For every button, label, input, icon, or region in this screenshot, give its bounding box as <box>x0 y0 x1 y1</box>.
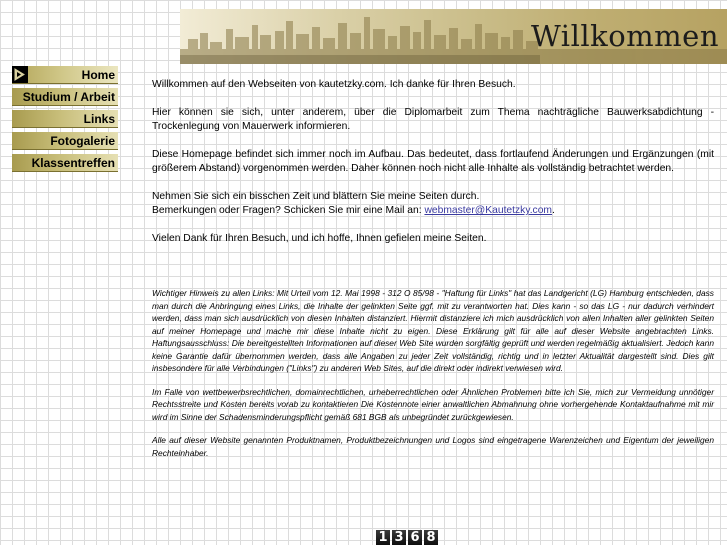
nav-item-label: Links <box>83 112 115 126</box>
counter-digit: 3 <box>392 530 406 545</box>
nav-item-home[interactable] <box>12 66 118 84</box>
nav-item-fotogalerie[interactable] <box>12 132 118 150</box>
email-link[interactable]: webmaster@Kautetzky.com <box>424 205 553 216</box>
nav-item-label: Home <box>81 68 115 82</box>
nav-item-label: Studium / Arbeit <box>22 90 115 104</box>
arrow-right-icon <box>12 66 28 83</box>
contact-text: Bemerkungen oder Fragen? Schicken Sie mir eine Mail an: <box>152 205 425 216</box>
thanks-text: Vielen Dank für Ihren Besuch, und ich hoffe, Ihnen gefielen meine Seiten. <box>152 233 487 244</box>
legal-contact-text: Im Falle von wettbewerbsrechtlichen, domainrechtlichen, urheberrechtlichen oder Ähnlichen Problemen bitte ich Sie, mich zur Vermeidung unnötiger Rechtsstreite und Kosten bereits vorab zu kontaktieren Die Kostennote einer anwaltlichen Abmahnung ohne vorhergehende Kontaktaufnahme mit mir wird im Sinne der Schadensminderungspflicht gemäß 681 BGB als unbegründet zurückgewiesen. <box>152 386 714 422</box>
counter-digit: 1 <box>376 530 390 545</box>
nav-item-studium-arbeit[interactable] <box>12 88 118 106</box>
nav-item-links[interactable] <box>12 110 118 128</box>
header-banner <box>180 9 727 64</box>
construction-notice: Diese Homepage befindet sich immer noch im Aufbau. Das bedeutet, dass fortlaufend Änderungen und Ergänzungen (mit größerem Abstand) vorgenommen werden. Daher können noch nicht alle Inhalte als vollständig betrachtet werden. <box>152 149 714 174</box>
browse-text: Nehmen Sie sich ein bisschen Zeit und blättern Sie meine Seiten durch. <box>152 191 480 202</box>
main-content <box>152 78 714 260</box>
trademark-text: Alle auf dieser Website genannten Produktnamen, Produktbezeichnungen und Logos sind eingetragene Warenzeichen und Eigentum der jeweiligen Rechteinhaber. <box>152 435 714 458</box>
page-title: Willkommen <box>531 19 719 53</box>
counter-digit: 6 <box>408 530 422 545</box>
main-navigation <box>12 66 118 176</box>
contact-paragraph <box>152 190 714 218</box>
nav-item-label: Klassentreffen <box>31 156 115 170</box>
counter-digit: 8 <box>424 530 438 545</box>
nav-item-label: Fotogalerie <box>50 134 115 148</box>
link-liability-text: Wichtiger Hinweis zu allen Links: Mit Urteil vom 12. Mai 1998 - 312 O 85/98 - "Haftung für Links" hat das Landgericht (LG) Hamburg entschieden, dass man durch die Anbringung eines Links, die Inhalte der gelinkten Seite ggf. mit zu verantworten hat. Dies kann - so das LG - nur dadurch verhindert werden, dass man sich ausdrücklich von diesen Inhalten distanziert. Hiermit distanziere ich mich ausdrücklich von allen Inhalten aller gelinkten Seiten auf meiner Homepage und mache mir diese Inhalte nicht zu eigen. Diese Erklärung gilt für alle auf dieser Website angebrachten Links. Haftungsausschluss: Die bereitgestellten Informationen auf dieser Web Site wurden sorgfältig geprüft und werden regelmäßig aktualisiert. Jedoch kann keine Garantie dafür übernommen werden, dass alle Angaben zu jeder Zeit vollständig, richtig und in letzter Aktualität dargestellt sind. Dies gilt insbesondere für alle Verbindungen ("Links") zu anderen Web Sites, auf die direkt oder indirekt verwiesen wird. <box>152 288 714 373</box>
welcome-text: Willkommen auf den Webseiten von kautetzky.com. Ich danke für Ihren Besuch. <box>152 79 516 90</box>
contact-text-end: . <box>552 205 555 216</box>
visitor-counter <box>376 530 438 545</box>
nav-item-klassentreffen[interactable] <box>12 154 118 172</box>
legal-disclaimer <box>152 287 714 470</box>
intro-text: Hier können sie sich, unter anderem, über die Diplomarbeit zum Thema nachträgliche Bauwerksabdichtung - Trockenlegung von Mauerwerk informieren. <box>152 107 714 132</box>
